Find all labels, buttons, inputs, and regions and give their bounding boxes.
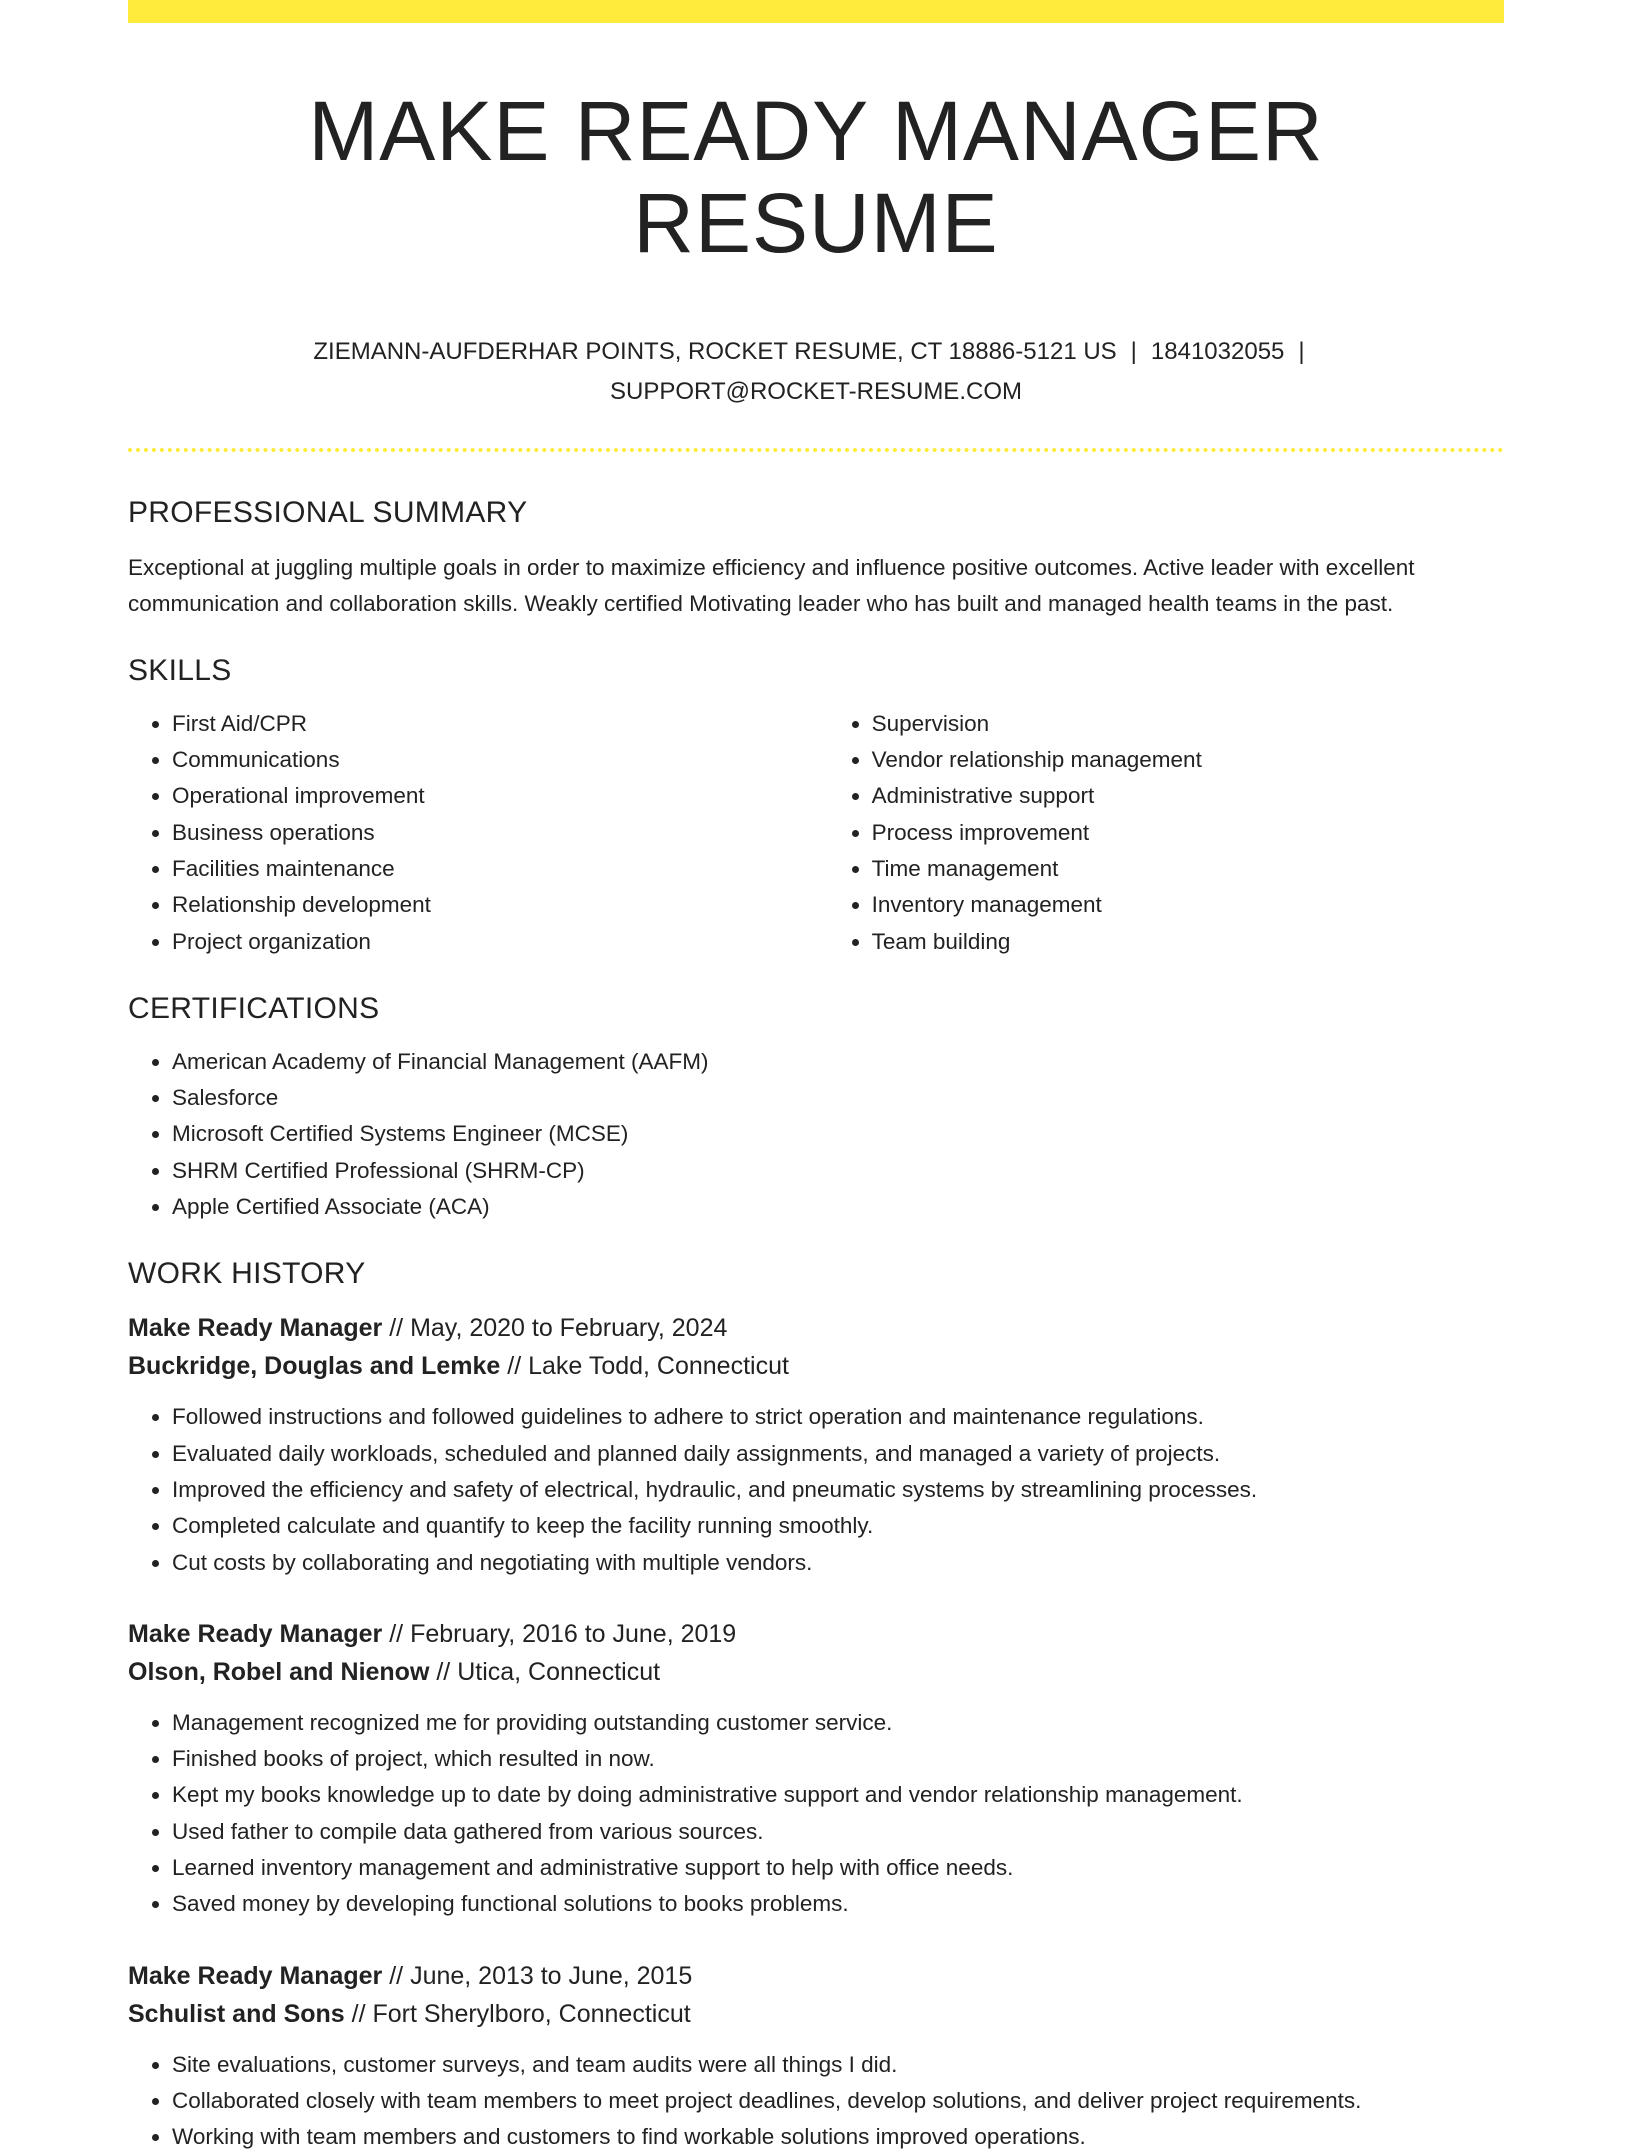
job-role: Make Ready Manager: [128, 1314, 383, 1343]
contact-address: ZIEMANN-AUFDERHAR POINTS, ROCKET RESUME, CT 18886-5121 US: [313, 337, 1117, 365]
job-role: Make Ready Manager: [128, 1619, 383, 1648]
skill-item: • Supervision: [872, 706, 1504, 742]
resume-page: [128, 0, 1504, 2156]
job-company: Schulist and Sons: [128, 1999, 345, 2028]
job-bullet: • Improved the efficiency and safety of electrical, hydraulic, and pneumatic systems by streamlining processes.: [172, 1472, 1504, 1508]
work-history-section: [128, 1257, 1504, 2155]
job-bullet: • Evaluated daily workloads, scheduled and planned daily assignments, and managed a variety of projects.: [172, 1436, 1504, 1472]
skills-list-right: [828, 706, 1504, 960]
job-company: Buckridge, Douglas and Lemke: [128, 1352, 501, 1381]
contact-phone: 1841032055: [1150, 337, 1285, 365]
skill-item: • Operational improvement: [172, 778, 828, 814]
contact-line-1: [128, 332, 1504, 372]
job-company: Olson, Robel and Nienow: [128, 1657, 430, 1686]
job-bullet: • Management recognized me for providing outstanding customer service.: [172, 1705, 1504, 1741]
skill-item: • Communications: [172, 742, 828, 778]
section-heading-work-history: WORK HISTORY: [128, 1257, 366, 1291]
job-bullet: • Completed calculate and quantify to keep the facility running smoothly.: [172, 1508, 1504, 1544]
certification-item: • Microsoft Certified Systems Engineer (MCSE): [172, 1116, 1504, 1152]
skill-item: • Inventory management: [872, 887, 1504, 923]
job-role-line: [128, 1615, 1504, 1653]
job-dates: // June, 2013 to June, 2015: [382, 1961, 693, 1990]
skills-list-left: [128, 706, 828, 960]
job-role-line: [128, 1309, 1504, 1347]
certification-item: • Salesforce: [172, 1080, 1504, 1116]
resume-title: MAKE READY MANAGER RESUME: [308, 84, 1324, 271]
job-bullet: • Working with team members and customers to find workable solutions improved operations.: [172, 2119, 1504, 2155]
job-bullet: • Cut costs by collaborating and negotiating with multiple vendors.: [172, 1545, 1504, 1581]
skill-item: • Relationship development: [172, 887, 828, 923]
skill-item: • Process improvement: [872, 815, 1504, 851]
section-heading-skills: SKILLS: [128, 653, 232, 687]
professional-summary-section: [128, 496, 1504, 622]
job-company-line: [128, 1653, 1504, 1691]
job-bullet: • Used father to compile data gathered from various sources.: [172, 1814, 1504, 1850]
contact-separator: |: [1298, 337, 1305, 365]
job-role-line: [128, 1957, 1504, 1995]
top-accent-bar: [128, 0, 1504, 23]
job-dates: // May, 2020 to February, 2024: [382, 1314, 728, 1343]
job-entry: [128, 1309, 1504, 1580]
job-bullet: • Site evaluations, customer surveys, and team audits were all things I did.: [172, 2047, 1504, 2083]
skill-item: • First Aid/CPR: [172, 706, 828, 742]
skills-section: [128, 654, 1504, 960]
job-role: Make Ready Manager: [128, 1961, 383, 1990]
job-bullet: • Followed instructions and followed guidelines to adhere to strict operation and maintenance regulations.: [172, 1399, 1504, 1435]
job-company-line: [128, 1347, 1504, 1385]
certification-item: • SHRM Certified Professional (SHRM-CP): [172, 1153, 1504, 1189]
job-location: // Utica, Connecticut: [429, 1657, 661, 1686]
skill-item: • Business operations: [172, 815, 828, 851]
skill-item: • Facilities maintenance: [172, 851, 828, 887]
dotted-divider: [128, 448, 1504, 452]
skill-item: • Vendor relationship management: [872, 742, 1504, 778]
job-bullet: • Saved money by developing functional solutions to books problems.: [172, 1886, 1504, 1922]
certification-item: • Apple Certified Associate (ACA): [172, 1189, 1504, 1225]
job-bullet: • Finished books of project, which resulted in now.: [172, 1741, 1504, 1777]
contact-separator: |: [1130, 337, 1137, 365]
certifications-section: [128, 992, 1504, 1225]
job-dates: // February, 2016 to June, 2019: [382, 1619, 737, 1648]
skill-item: • Administrative support: [872, 778, 1504, 814]
job-bullets: [128, 2047, 1504, 2156]
skill-item: • Team building: [872, 924, 1504, 960]
certification-item: • American Academy of Financial Management (AAFM): [172, 1044, 1504, 1080]
summary-text: Exceptional at juggling multiple goals in order to maximize efficiency and influence positive outcomes. Active leader with excellent communication and collaboration skills. Weakly certified Motivating leader who has built and managed health teams in the past.: [128, 554, 1415, 616]
contact-email: SUPPORT@ROCKET-RESUME.COM: [610, 377, 1022, 405]
job-entry: [128, 1615, 1504, 1923]
contact-info: [128, 332, 1504, 412]
job-bullets: [128, 1705, 1504, 1923]
job-bullet: • Kept my books knowledge up to date by doing administrative support and vendor relationship management.: [172, 1777, 1504, 1813]
certifications-list: [128, 1044, 1504, 1225]
section-heading-certifications: CERTIFICATIONS: [128, 991, 380, 1025]
job-location: // Lake Todd, Connecticut: [500, 1352, 789, 1381]
job-bullets: [128, 1399, 1504, 1580]
contact-line-2: [128, 372, 1504, 412]
job-bullet: • Learned inventory management and administrative support to help with office needs.: [172, 1850, 1504, 1886]
job-location: // Fort Sherylboro, Connecticut: [344, 1999, 691, 2028]
job-company-line: [128, 1995, 1504, 2033]
job-bullet: • Collaborated closely with team members to meet project deadlines, develop solutions, and deliver project requirements.: [172, 2083, 1504, 2119]
skills-grid: [128, 688, 1504, 960]
section-heading-summary: PROFESSIONAL SUMMARY: [128, 495, 528, 529]
job-entry: [128, 1957, 1504, 2156]
skill-item: • Time management: [872, 851, 1504, 887]
skill-item: • Project organization: [172, 924, 828, 960]
